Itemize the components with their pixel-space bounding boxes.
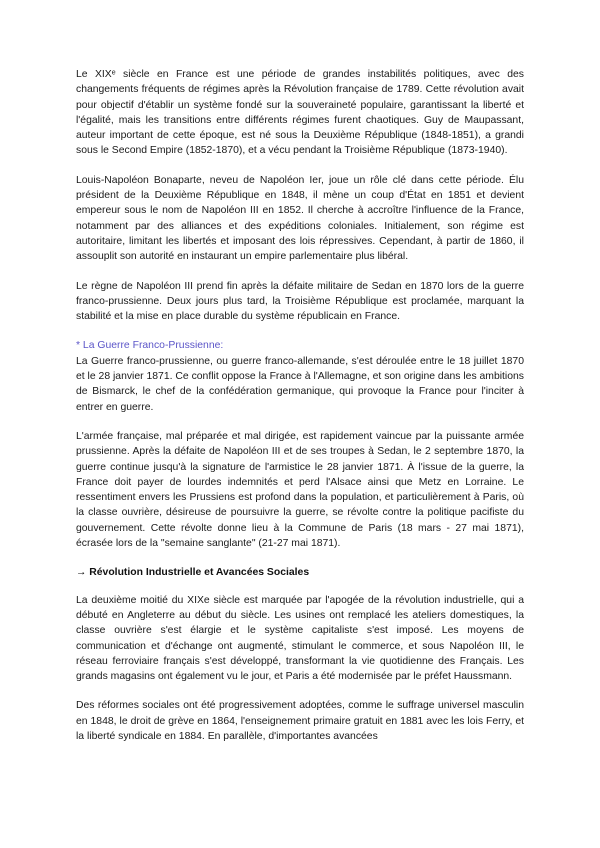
paragraph-war-origin: La Guerre franco-prussienne, ou guerre franco-allemande, s'est déroulée entre le 18 juillet 1870 et le 28 janvier 1871. Ce conflit oppose la France à l'Allemagne, et son origine dans les ambitions de Bismarck, le chef de la confédération germanique, qui provoque la France pour l'inciter à entrer en guerre.: [76, 355, 524, 413]
section-heading: → Révolution Industrielle et Avancées Sociales: [76, 567, 310, 579]
paragraph-industrial-revolution: La deuxième moitié du XIXe siècle est marquée par l'apogée de la révolution industrielle, qui a débuté en Angleterre au début du siècle. Les usines ont remplacé les ateliers domestiques, la classe ouvrière s'est élargie et le système capitaliste s'est imposé. Les moyens de communication et d'échange ont augmenté, stimulant le commerce, et sous Napoléon III, le réseau ferroviaire français s'est développé, transformant la vie quotidienne des Français. Les grands magasins ont également vu le jour, et Paris a été modernisée par le préfet Haussmann.: [76, 594, 524, 683]
paragraph-social-reforms: Des réformes sociales ont été progressivement adoptées, comme le suffrage universel masculin en 1848, le droit de grève en 1864, l'enseignement primaire gratuit en 1881 avec les lois Ferry, et la liberté syndicale en 1884. En parallèle, d'importantes avancées: [76, 700, 524, 742]
paragraph-war-outcome: L'armée française, mal préparée et mal dirigée, est rapidement vaincue par la puissante armée prussienne. Après la défaite de Napoléon III et de ses troupes à Sedan, le 2 septembre 1870, la guerre continue jusqu'à la signature de l'armistice le 28 janvier 1871. À l'issue de la guerre, la France doit payer de lourdes indemnités et perd l'Alsace ainsi que Metz en Lorraine. Le ressentiment envers les Prussiens est profond dans la population, et particulièrement à Paris, où la classe ouvrière, désireuse de poursuivre la guerre, se révolte contre la politique pacifiste du gouvernement. Cette révolte donne lieu à la Commune de Paris (18 mars - 27 mai 1871), écrasée lors de la "semaine sanglante" (21-27 mai 1871).: [76, 430, 524, 550]
paragraph-intro: Le XIXᵉ siècle en France est une période de grandes instabilités politiques, avec des changements fréquents de régimes après la Révolution française de 1789. Cette révolution avait pour objectif d'établir un système fondé sur la souveraineté populaire, garantissant la liberté et l'égalité, mais les transitions entre différents régimes furent chaotiques. Guy de Maupassant, auteur important de cette époque, est né sous la Deuxième République (1848-1851), a grandi sous le Second Empire (1852-1870), et a vécu pendant la Troisième République (1873-1940).: [76, 69, 524, 157]
paragraph-napoleon: Louis-Napoléon Bonaparte, neveu de Napoléon Ier, joue un rôle clé dans cette période. Élu président de la Deuxième République en 1848, il mène un coup d'État en 1851 et devient empereur sous le nom de Napoléon III en 1852. Il cherche à accroître l'influence de la France, notamment par des alliances et des expéditions coloniales. Initialement, son régime est autoritaire, limitant les libertés et imposant des lois répressives. Cependant, à partir de 1860, il assouplit son autorité en instaurant un empire parlementaire plus libéral.: [76, 174, 524, 263]
section-subheading: * La Guerre Franco-Prussienne:: [76, 340, 224, 352]
paragraph-end-of-reign: Le règne de Napoléon III prend fin après la défaite militaire de Sedan en 1870 lors de la guerre franco-prussienne. Deux jours plus tard, la Troisième République est proclamée, marquant la stabilité et la mise en place durable du système républicain en France.: [76, 280, 524, 323]
document-body: [76, 67, 524, 744]
